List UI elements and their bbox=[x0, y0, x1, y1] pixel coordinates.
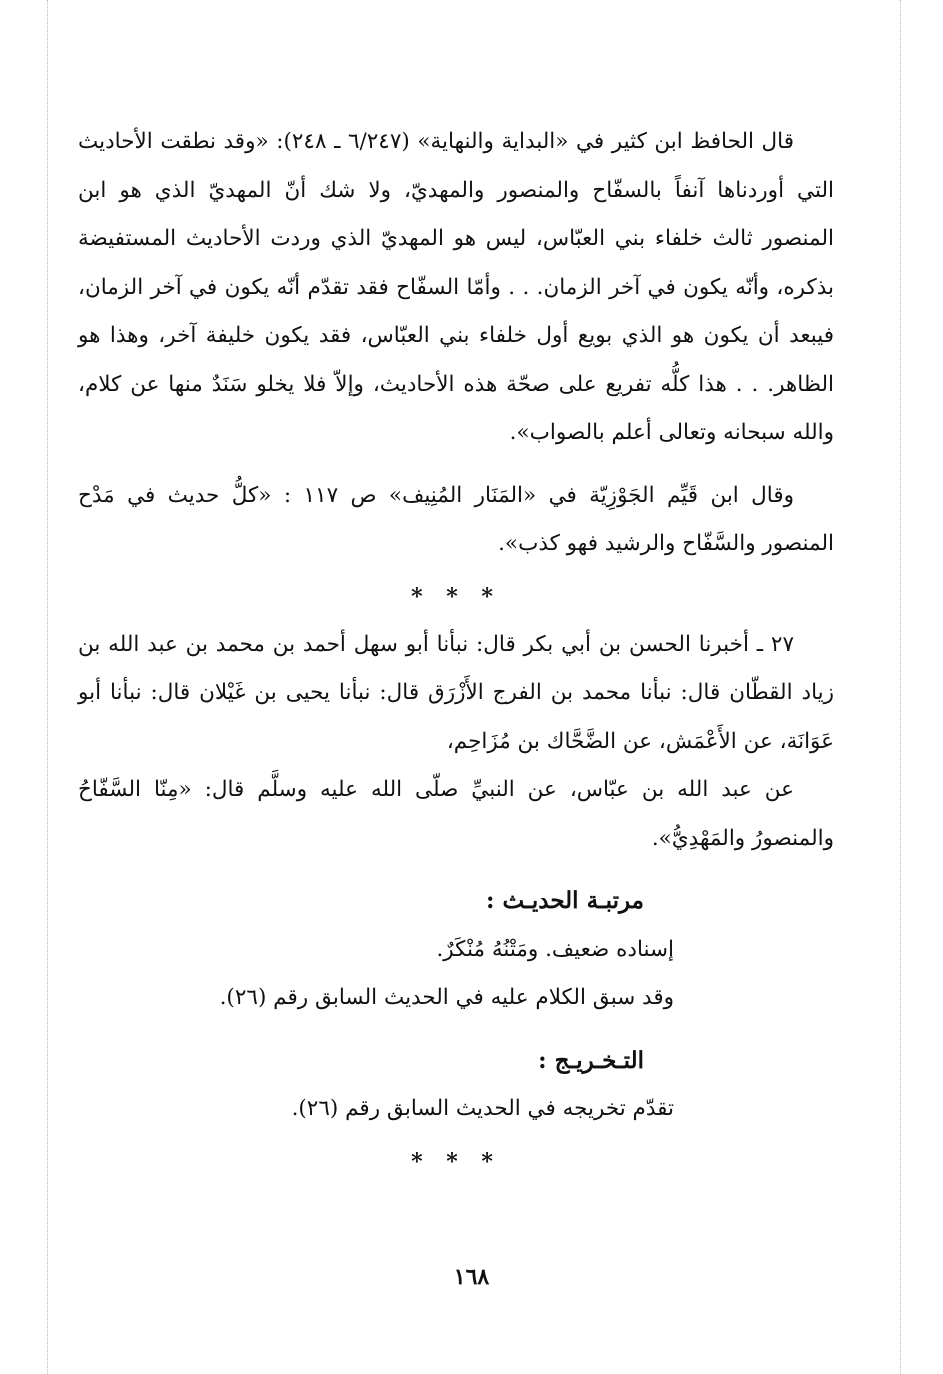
grade-line-1: إسناده ضعيف. ومَتْنُهُ مُنْكَرٌ. bbox=[436, 936, 674, 962]
section-separator: * * * bbox=[411, 583, 501, 610]
page-body bbox=[78, 118, 834, 1186]
margin-guide-left bbox=[47, 0, 48, 1374]
margin-guide-right bbox=[900, 0, 901, 1374]
takhrij-line-1: تقدّم تخريجه في الحديث السابق رقم (٢٦). bbox=[291, 1096, 674, 1121]
paragraph-ibn-kathir-quote: قال الحافظ ابن كثير في «البداية والنهاية» (٦/٢٤٧ ـ ٢٤٨): «وقد نطقت الأحاديث التي أوردناها آنفاً بالسفّاح والمنصور والمهديّ، ولا شك أنّ المهديّ الذي هو ابن المنصور ثالث خلفاء بني العبّاس، ليس هو المهديّ الذي وردت الأحاديث المستفيضة بذكره، وأنّه يكون في آخر الزمان. . . وأمّا السفّاح فقد تقدّم أنّه يكون في آخر الزمان، فيبعد أن يكون هو الذي بويع أول خلفاء بني العبّاس، فقد يكون خليفة آخر، وهذا هو الظاهر. . . هذا كلُّه تفريع على صحّة هذه الأحاديث، وإلاّ فلا يخلو سَنَدٌ منها عن كلام، والله سبحانه وتعالى أعلم بالصواب». bbox=[78, 129, 834, 445]
grade-heading: مرتبـة الحديـث : bbox=[486, 887, 644, 914]
takhrij-heading: التـخـريـج : bbox=[538, 1046, 644, 1074]
paragraph-hadith-27-isnad: ٢٧ ـ أخبرنا الحسن بن أبي بكر قال: نبأنا أبو سهل أحمد بن محمد بن عبد الله بن زياد القطّان قال: نبأنا محمد بن الفرج الأَزْرَق قال: نبأنا يحيى بن غَيْلان قال: نبأنا أبو عَوَانَة، عن الأَعْمَش، عن الضَّحَّاك بن مُزَاحِم، bbox=[78, 631, 834, 754]
section-separator-end: * * * bbox=[411, 1148, 501, 1175]
paragraph-hadith-27-matn: عن عبد الله بن عبّاس، عن النبيِّ صلّى الله عليه وسلَّم قال: «مِنّا السَّفّاحُ والمنصورُ والمَهْدِيُّ». bbox=[78, 777, 834, 851]
grade-line-2: وقد سبق الكلام عليه في الحديث السابق رقم (٢٦). bbox=[219, 985, 674, 1010]
paragraph-ibn-qayyim-quote: وقال ابن قَيِّم الجَوْزِيّة في «المَنَار المُنِيف» ص ١١٧ : «كلُّ حديث في مَدْح المنصور والسَّفّاح والرشيد فهو كذب». bbox=[78, 482, 834, 556]
page-number: ١٦٨ bbox=[453, 1264, 490, 1290]
